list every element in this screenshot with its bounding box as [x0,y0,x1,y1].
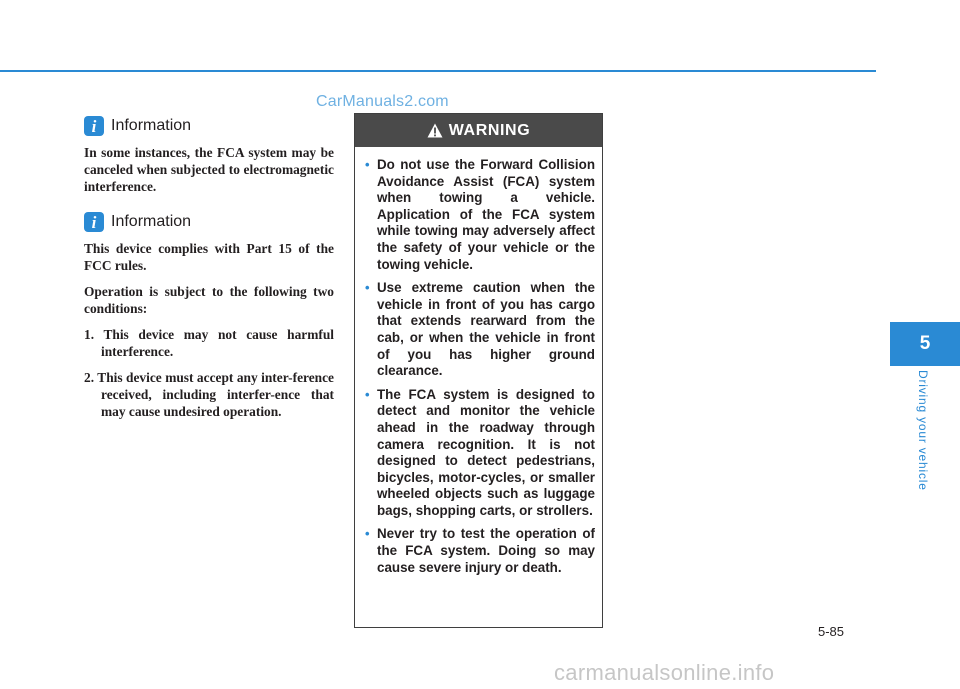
info-heading-2 [84,209,334,235]
warning-item: • Never try to test the operation of the FCA system. Doing so may cause severe injury or death. [365,526,595,575]
header-rule [0,70,876,72]
warning-triangle-icon [427,123,443,138]
bullet-icon: • [365,386,370,402]
chapter-title: Driving your vehicle [916,370,930,491]
list-item: 1. This device may not cause harmful interference. [84,327,334,359]
info-title: Information [111,213,192,230]
info-icon: i [84,116,104,136]
left-column [84,113,334,429]
warning-item: • The FCA system is designed to detect and monitor the vehicle ahead in the roadway through camera recognition. It is not designed to detect pedestrians, bicycles, motor-cycles, or smaller wheeled objects such as luggage bags, shopping carts, or strollers. [365,386,595,518]
info-paragraph: Operation is subject to the following two conditions: [84,284,334,316]
warning-item: • Do not use the Forward Collision Avoidance Assist (FCA) system when towing a vehicle. Application of the FCA system while towing may adversely affect the safety of your vehicle or the towing vehicle. [365,157,595,272]
info-icon: i [84,212,104,232]
list-item: 2. This device must accept any inter-ference received, including interfer-ence that may cause undesired operation. [84,370,334,419]
bullet-icon: • [365,280,370,296]
warning-title: WARNING [448,121,531,139]
bullet-icon: • [365,157,370,172]
watermark-bottom[interactable]: carmanualsonline.info [554,660,775,685]
warning-list [355,147,602,576]
warning-header [355,114,602,147]
info-paragraph: In some instances, the FCA system may be canceled when subjected to electromagnetic interference. [84,145,334,194]
conditions-list [84,326,334,420]
page-number: 5-85 [818,624,845,639]
info-paragraph: This device complies with Part 15 of the FCC rules. [84,241,334,273]
warning-box [354,113,603,628]
warning-item: • Use extreme caution when the vehicle in front of you has cargo that extends rearward from the cab, or when the vehicle in front of you has higher ground clearance. [365,280,595,379]
info-title: Information [111,117,192,134]
watermark-top[interactable]: CarManuals2.com [316,93,449,110]
info-heading-1 [84,113,334,139]
chapter-tab[interactable]: 5 [890,322,960,366]
bullet-icon: • [365,526,370,542]
